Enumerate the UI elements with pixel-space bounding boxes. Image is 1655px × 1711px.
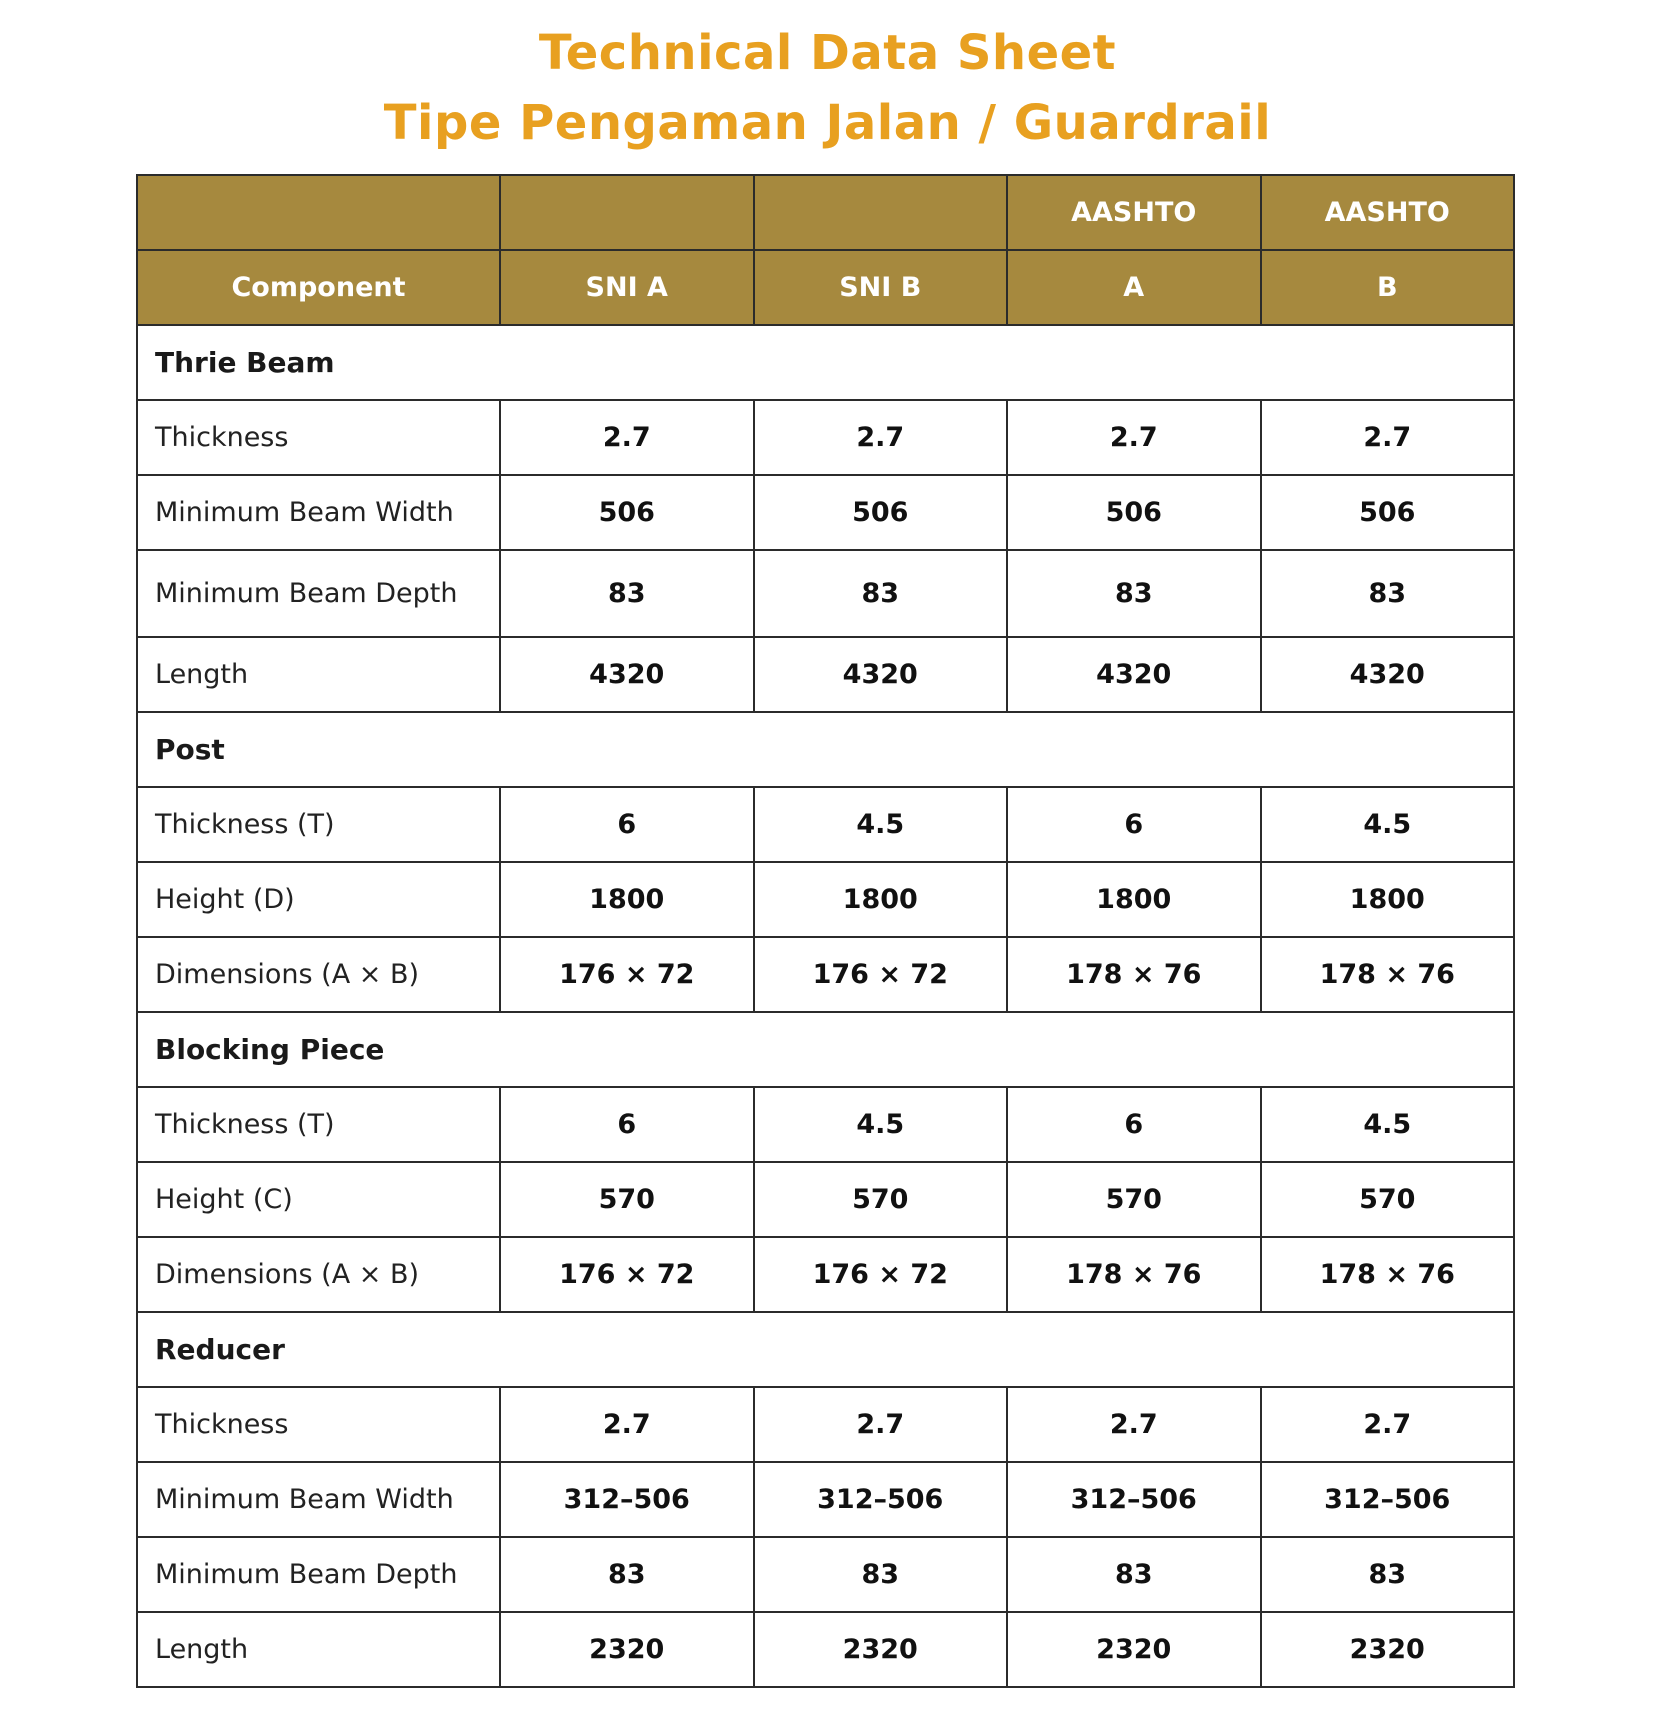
value-cell: 2320 — [754, 1612, 1008, 1687]
section-row — [137, 712, 1514, 787]
value-cell: 570 — [754, 1162, 1008, 1237]
value-cell: 4.5 — [754, 1087, 1008, 1162]
column-header-sni-b: SNI B — [754, 250, 1008, 325]
page-subtitle: Tipe Pengaman Jalan / Guardrail — [383, 95, 1272, 151]
value-cell: 2320 — [1007, 1612, 1261, 1687]
table-row — [137, 862, 1514, 937]
value-cell: 178 × 76 — [1007, 937, 1261, 1012]
value-cell: 1800 — [1007, 862, 1261, 937]
header-top-cell — [500, 175, 754, 250]
header-top-cell — [137, 175, 500, 250]
value-cell: 4.5 — [1261, 787, 1515, 862]
row-label: Minimum Beam Depth — [137, 1537, 500, 1612]
row-label: Dimensions (A × B) — [137, 1237, 500, 1312]
value-cell: 2.7 — [754, 400, 1008, 475]
value-cell: 312–506 — [500, 1462, 754, 1537]
value-cell: 83 — [500, 550, 754, 637]
table-row — [137, 1537, 1514, 1612]
value-cell: 6 — [1007, 787, 1261, 862]
row-label: Thickness — [137, 1387, 500, 1462]
table-body — [137, 325, 1514, 1687]
value-cell: 83 — [1261, 550, 1515, 637]
value-cell: 2.7 — [754, 1387, 1008, 1462]
value-cell: 2.7 — [1261, 400, 1515, 475]
table-row — [137, 787, 1514, 862]
table-row — [137, 1237, 1514, 1312]
value-cell: 506 — [1261, 475, 1515, 550]
value-cell: 506 — [754, 475, 1008, 550]
column-header-component: Component — [137, 250, 500, 325]
value-cell: 2320 — [500, 1612, 754, 1687]
section-title: Blocking Piece — [137, 1012, 1514, 1087]
header-top-cell: AASHTO — [1007, 175, 1261, 250]
value-cell: 2.7 — [1007, 1387, 1261, 1462]
value-cell: 4.5 — [754, 787, 1008, 862]
section-title: Post — [137, 712, 1514, 787]
row-label: Height (D) — [137, 862, 500, 937]
value-cell: 1800 — [500, 862, 754, 937]
value-cell: 2320 — [1261, 1612, 1515, 1687]
value-cell: 1800 — [1261, 862, 1515, 937]
row-label: Minimum Beam Width — [137, 475, 500, 550]
column-header-aashto-b: B — [1261, 250, 1515, 325]
value-cell: 506 — [1007, 475, 1261, 550]
value-cell: 83 — [1007, 1537, 1261, 1612]
row-label: Minimum Beam Depth — [137, 550, 500, 637]
value-cell: 178 × 76 — [1261, 937, 1515, 1012]
value-cell: 4320 — [500, 637, 754, 712]
row-label: Thickness (T) — [137, 1087, 500, 1162]
table-row — [137, 1612, 1514, 1687]
title-block — [0, 0, 1655, 158]
value-cell: 83 — [1007, 550, 1261, 637]
value-cell: 2.7 — [1007, 400, 1261, 475]
row-label: Length — [137, 1612, 500, 1687]
value-cell: 4320 — [1007, 637, 1261, 712]
section-title: Reducer — [137, 1312, 1514, 1387]
value-cell: 6 — [500, 787, 754, 862]
table-row — [137, 550, 1514, 637]
value-cell: 2.7 — [500, 400, 754, 475]
table-row — [137, 1462, 1514, 1537]
table-row — [137, 637, 1514, 712]
value-cell: 178 × 76 — [1007, 1237, 1261, 1312]
value-cell: 312–506 — [754, 1462, 1008, 1537]
value-cell: 83 — [754, 550, 1008, 637]
section-row — [137, 1012, 1514, 1087]
row-label: Thickness — [137, 400, 500, 475]
value-cell: 6 — [500, 1087, 754, 1162]
table-row — [137, 937, 1514, 1012]
value-cell: 4.5 — [1261, 1087, 1515, 1162]
row-label: Dimensions (A × B) — [137, 937, 500, 1012]
page-title: Technical Data Sheet — [538, 25, 1117, 81]
value-cell: 1800 — [754, 862, 1008, 937]
value-cell: 312–506 — [1007, 1462, 1261, 1537]
column-header-aashto-a: A — [1007, 250, 1261, 325]
header-row-bottom — [137, 250, 1514, 325]
value-cell: 176 × 72 — [500, 1237, 754, 1312]
value-cell: 506 — [500, 475, 754, 550]
row-label: Thickness (T) — [137, 787, 500, 862]
value-cell: 176 × 72 — [754, 1237, 1008, 1312]
value-cell: 176 × 72 — [754, 937, 1008, 1012]
row-label: Minimum Beam Width — [137, 1462, 500, 1537]
value-cell: 4320 — [754, 637, 1008, 712]
value-cell: 6 — [1007, 1087, 1261, 1162]
value-cell: 178 × 76 — [1261, 1237, 1515, 1312]
table-row — [137, 475, 1514, 550]
section-row — [137, 1312, 1514, 1387]
table-row — [137, 1387, 1514, 1462]
value-cell: 570 — [1261, 1162, 1515, 1237]
table-row — [137, 400, 1514, 475]
value-cell: 312–506 — [1261, 1462, 1515, 1537]
value-cell: 570 — [1007, 1162, 1261, 1237]
section-title: Thrie Beam — [137, 325, 1514, 400]
header-row-top — [137, 175, 1514, 250]
value-cell: 4320 — [1261, 637, 1515, 712]
column-header-sni-a: SNI A — [500, 250, 754, 325]
row-label: Height (C) — [137, 1162, 500, 1237]
table-row — [137, 1162, 1514, 1237]
table-row — [137, 1087, 1514, 1162]
technical-data-table — [136, 174, 1515, 1688]
value-cell: 2.7 — [500, 1387, 754, 1462]
row-label: Length — [137, 637, 500, 712]
value-cell: 83 — [500, 1537, 754, 1612]
section-row — [137, 325, 1514, 400]
header-top-cell — [754, 175, 1008, 250]
value-cell: 83 — [1261, 1537, 1515, 1612]
value-cell: 2.7 — [1261, 1387, 1515, 1462]
value-cell: 176 × 72 — [500, 937, 754, 1012]
value-cell: 570 — [500, 1162, 754, 1237]
value-cell: 83 — [754, 1537, 1008, 1612]
header-top-cell: AASHTO — [1261, 175, 1515, 250]
